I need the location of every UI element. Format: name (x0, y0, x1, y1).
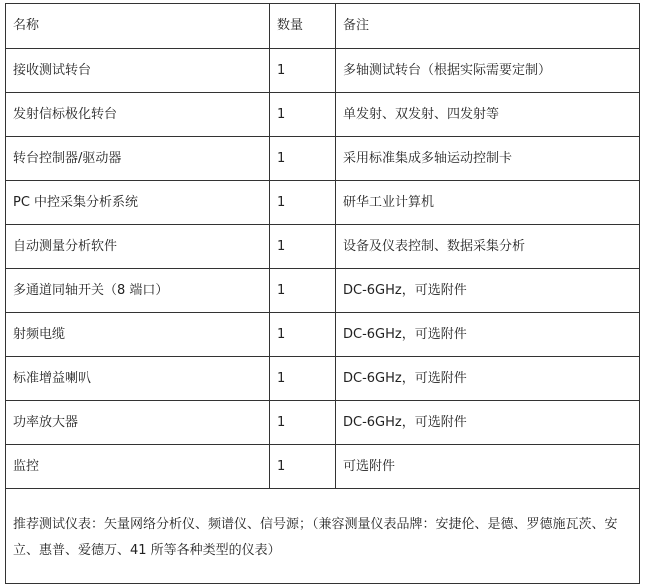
header-name: 名称 (6, 4, 270, 49)
table-row (6, 269, 640, 313)
cell-quantity: 1 (270, 357, 336, 401)
cell-note: 研华工业计算机 (336, 181, 640, 225)
table-row (6, 137, 640, 181)
cell-note: 可选附件 (336, 445, 640, 489)
cell-quantity: 1 (270, 49, 336, 93)
cell-quantity: 1 (270, 401, 336, 445)
recommended-instruments-note: 推荐测试仪表：矢量网络分析仪、频谱仪、信号源；（兼容测量仪表品牌：安捷伦、是德、罗德施瓦茨、安立、惠普、爱德万、41 所等各种类型的仪表） (6, 489, 640, 584)
table-row (6, 49, 640, 93)
cell-quantity: 1 (270, 313, 336, 357)
cell-note: 多轴测试转台（根据实际需要定制） (336, 49, 640, 93)
table-row (6, 225, 640, 269)
header-quantity: 数量 (270, 4, 336, 49)
cell-name: 转台控制器/驱动器 (6, 137, 270, 181)
cell-name: 功率放大器 (6, 401, 270, 445)
cell-note: DC-6GHz，可选附件 (336, 401, 640, 445)
cell-name: 监控 (6, 445, 270, 489)
cell-quantity: 1 (270, 445, 336, 489)
table-row (6, 401, 640, 445)
header-note: 备注 (336, 4, 640, 49)
cell-name: 发射信标极化转台 (6, 93, 270, 137)
cell-note: 设备及仪表控制、数据采集分析 (336, 225, 640, 269)
cell-note: DC-6GHz，可选附件 (336, 313, 640, 357)
cell-quantity: 1 (270, 137, 336, 181)
equipment-table (5, 3, 640, 584)
cell-note: 单发射、双发射、四发射等 (336, 93, 640, 137)
equipment-table-container (5, 3, 639, 584)
cell-quantity: 1 (270, 181, 336, 225)
cell-name: 标准增益喇叭 (6, 357, 270, 401)
cell-name: 自动测量分析软件 (6, 225, 270, 269)
cell-note: DC-6GHz，可选附件 (336, 269, 640, 313)
table-header-row (6, 4, 640, 49)
cell-note: 采用标准集成多轴运动控制卡 (336, 137, 640, 181)
cell-note: DC-6GHz，可选附件 (336, 357, 640, 401)
table-row (6, 445, 640, 489)
cell-quantity: 1 (270, 93, 336, 137)
cell-name: 接收测试转台 (6, 49, 270, 93)
table-row (6, 93, 640, 137)
cell-name: 多通道同轴开关（8 端口） (6, 269, 270, 313)
table-row (6, 181, 640, 225)
cell-name: 射频电缆 (6, 313, 270, 357)
cell-name: PC 中控采集分析系统 (6, 181, 270, 225)
table-row (6, 357, 640, 401)
cell-quantity: 1 (270, 269, 336, 313)
table-row (6, 313, 640, 357)
table-footer-row (6, 489, 640, 584)
cell-quantity: 1 (270, 225, 336, 269)
